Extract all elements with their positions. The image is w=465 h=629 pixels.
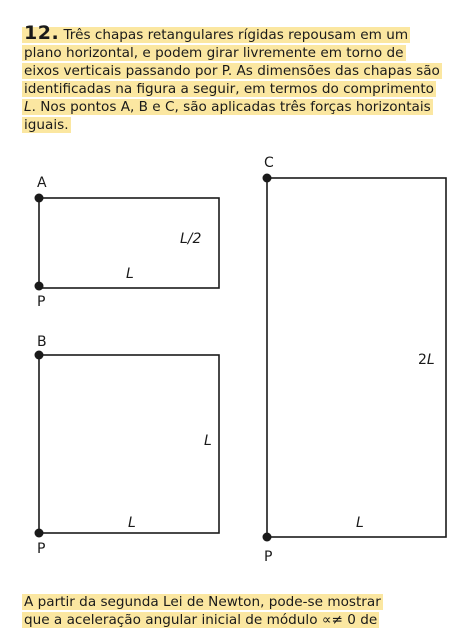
plate-b (39, 355, 219, 533)
footer-line-2: que a aceleração angular inicial de módulo ∝≠ 0 de (24, 612, 378, 628)
label-a: A (37, 175, 47, 191)
pivot-a-dot (35, 282, 44, 291)
question-text-variable: L (24, 99, 32, 115)
plates-figure (0, 140, 465, 580)
question-text-part1: Três chapas retangulares rígidas repousam em um plano horizontal, e podem girar livremente em torno de eixos verticais passando por P. As dimensões das chapas são identificadas na figura a seguir, em termos do comprimento (24, 27, 440, 97)
plate-b-height: L (204, 433, 212, 449)
plate-c-height (418, 352, 435, 368)
label-pivot-c: P (264, 549, 273, 565)
label-pivot-a: P (37, 294, 46, 310)
question-text-part2: . Nos pontos A, B e C, são aplicadas três forças horizontais iguais. (24, 99, 431, 133)
point-b-dot (35, 351, 44, 360)
question-block (22, 24, 442, 134)
plate-c-width: L (356, 515, 364, 531)
label-c: C (264, 155, 274, 171)
pivot-b-dot (35, 529, 44, 538)
plate-a-height: L/2 (180, 231, 202, 247)
footer-text (22, 593, 442, 629)
plate-c-height-number: 2 (418, 352, 427, 368)
question-text (24, 27, 440, 133)
label-b: B (37, 334, 47, 350)
plate-b-width: L (128, 515, 136, 531)
point-c-dot (263, 174, 272, 183)
plate-a-width: L (126, 266, 134, 282)
plate-c-height-variable: L (426, 352, 435, 368)
pivot-c-dot (263, 533, 272, 542)
point-a-dot (35, 194, 44, 203)
footer-line-1: A partir da segunda Lei de Newton, pode-se mostrar (24, 594, 381, 610)
question-number: 12. (24, 22, 60, 44)
label-pivot-b: P (37, 541, 46, 557)
